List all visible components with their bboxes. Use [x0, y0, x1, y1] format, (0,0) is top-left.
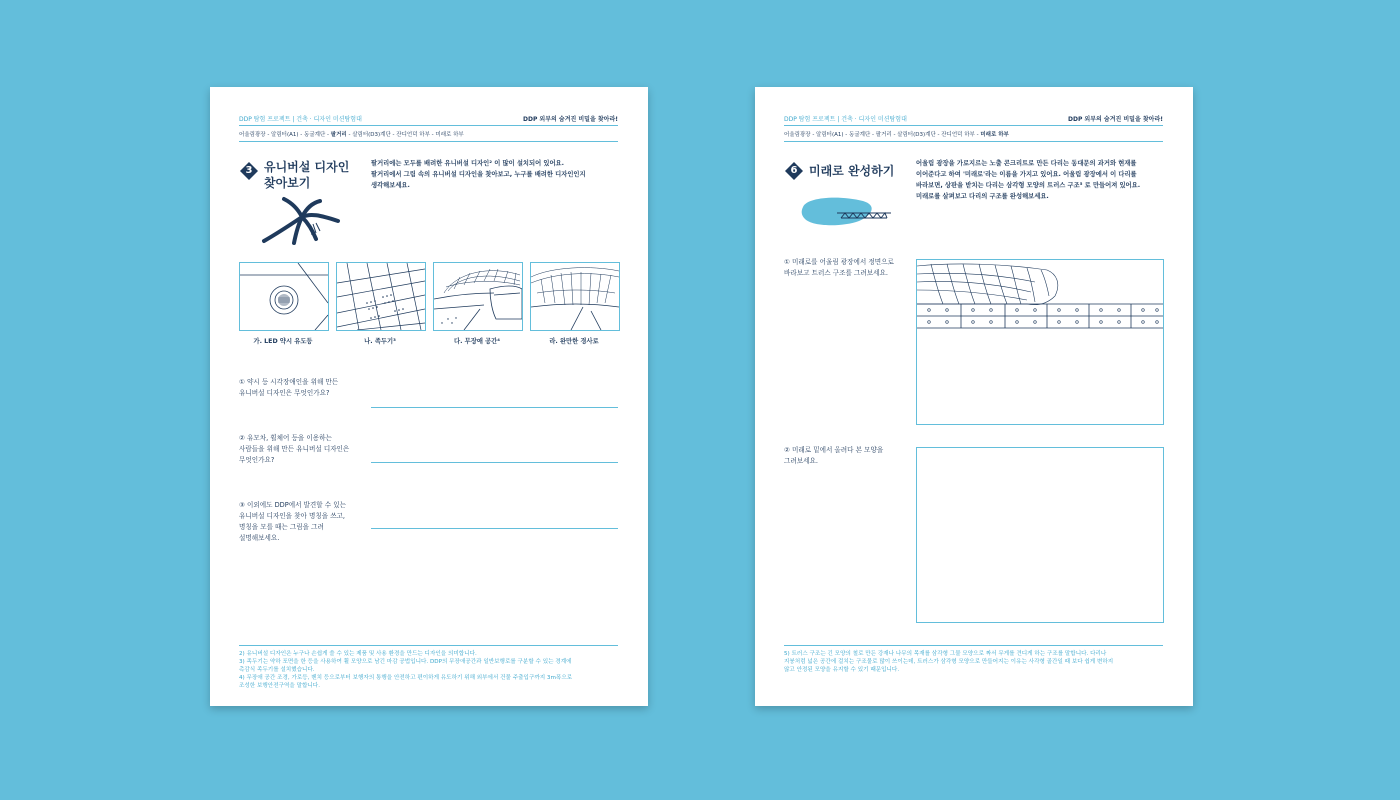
intro-text	[916, 158, 1140, 202]
breadcrumb-current: 미래로 하부	[980, 132, 1009, 138]
header-right: DDP 외부의 숨겨진 비밀을 찾아라!	[1067, 116, 1163, 123]
question-line: 그려보세요.	[784, 457, 818, 465]
header-divider	[239, 125, 618, 126]
intro-line: 어울림 광장을 가로지르는 노출 콘크리트로 만든 다리는 동대문의 과거와 현재를	[916, 160, 1137, 167]
header-left: DDP 탐험 프로젝트 | 건축 · 디자인 미션탐험대	[239, 116, 362, 123]
intro-line: 바라보면, 상판을 받치는 다리는 삼각형 모양의 트러스 구조⁵ 로 만들어져 있어요.	[916, 182, 1141, 189]
footnote-divider	[784, 645, 1163, 646]
question-line: ① 약시 등 시각장애인을 위해 만든	[239, 378, 339, 386]
question-2	[784, 445, 883, 467]
intro-line: 미래로를 살펴보고 다리의 구조를 완성해보세요.	[916, 193, 1049, 200]
footnote-line: 2) 유니버설 디자인은 누구나 손쉽게 쓸 수 있는 제품 및 사용 환경을 만드는 디자인을 의미합니다.	[239, 651, 477, 657]
header-divider	[784, 125, 1163, 126]
question-line: 사람들을 위해 만든 유니버설 디자인은	[239, 445, 350, 453]
answer-line-1[interactable]	[371, 407, 618, 408]
breadcrumb-suffix: - 살림터(D3)계단 - 잔디언덕 하부 - 미래로 하부	[346, 132, 464, 138]
question-line: ② 유모차, 휠체어 등을 이용하는	[239, 434, 332, 442]
breadcrumb	[784, 130, 1009, 138]
question-line: 설명해보세요.	[239, 534, 280, 542]
streetlight-pattern-icon	[258, 195, 344, 247]
footnotes	[784, 650, 1163, 674]
caption-led-guide-light: 가. LED 약시 유도등	[253, 338, 313, 345]
question-2	[239, 433, 349, 466]
intro-text	[371, 158, 586, 191]
breadcrumb	[239, 130, 464, 138]
footnote-line: 조성한 보행안전구역을 말합니다.	[239, 683, 320, 689]
footnote-line: 5) 트러스 구조는 긴 모양의 철로 만든 강재나 나무의 목재를 삼각형 그물 모양으로 짜서 무게를 견디게 하는 구조를 말합니다. 다리나	[784, 651, 1107, 657]
worksheet-page-universal-design	[210, 87, 648, 706]
breadcrumb-divider	[784, 141, 1163, 142]
section-title: 미래로 완성하기	[809, 164, 895, 178]
footnote-line: 3) 족두기는 약하 포면을 한 등을 사용하여 휠 모양으로 남긴 마감 공법입니다. DDP의 무장애공간과 일반보행로를 구분할 수 있는 경계에	[239, 659, 572, 665]
bridge-truss-illustration	[917, 260, 1163, 424]
caption-tactile-paving: 나. 족두기³	[364, 338, 396, 345]
tactile-paving-illustration	[336, 262, 426, 331]
footnote-line: 지붕처럼 넓은 공간에 걸치는 구조물로 많이 쓰이는데, 트러스가 삼각형 모양으로 만들어지는 이유는 사각형 골간일 때 보다 쉽게 변하지	[784, 659, 1114, 665]
footnote-divider	[239, 645, 618, 646]
header-left: DDP 탐험 프로젝트 | 건축 · 디자인 미션탐험대	[784, 116, 907, 123]
led-guide-light-illustration	[239, 262, 329, 331]
title-line-2: 찾아보기	[264, 176, 311, 190]
bridge-icon	[799, 193, 895, 231]
answer-line-2[interactable]	[371, 462, 618, 463]
bridge-underside-drawing-area[interactable]	[916, 447, 1164, 623]
barrier-free-space-illustration	[433, 262, 523, 331]
section-title	[264, 159, 349, 191]
question-line: 무엇인가요?	[239, 456, 275, 464]
section-number-badge	[785, 162, 803, 180]
answer-line-3[interactable]	[371, 528, 618, 529]
question-line: ③ 이외에도 DDP에서 발견할 수 있는	[239, 501, 346, 509]
worksheet-page-mirae-bridge	[755, 87, 1193, 706]
section-number: 3	[245, 165, 253, 176]
question-line: 유니버설 디자인은 무엇인가요?	[239, 389, 330, 397]
question-line: ① 미래로를 어울림 광장에서 정면으로	[784, 258, 894, 266]
section-number-badge	[240, 162, 258, 180]
breadcrumb-prefix: 어울림광장 - 알림터(A1) - 동굴계단 - 팔거리 - 살림터(D3)계단 - 잔디언덕 하부 -	[784, 132, 981, 138]
footnote-line: 촉감식 족두기를 설치했습니다.	[239, 667, 315, 673]
intro-line: 생각해보세요.	[371, 182, 410, 189]
question-1	[784, 257, 894, 279]
intro-line: 팔거리에서 그림 속의 유니버설 디자인을 찾아보고, 누구를 배려한 디자인인지	[371, 171, 586, 178]
breadcrumb-divider	[239, 141, 618, 142]
question-line: 바라보고 트러스 구조를 그려보세요.	[784, 269, 888, 277]
title-line-1: 유니버설 디자인	[264, 160, 350, 174]
question-line: 명칭을 모를 때는 그림을 그려	[239, 523, 324, 531]
footnote-line: 않고 안정된 모양을 유지할 수 있기 때문입니다.	[784, 667, 900, 673]
header-right: DDP 외부의 숨겨진 비밀을 찾아라!	[522, 116, 618, 123]
question-line: 유니버설 디자인을 찾아 명칭을 쓰고,	[239, 512, 346, 520]
intro-line: 팔거리에는 모두를 배려한 유니버설 디자인² 이 많이 설치되어 있어요.	[371, 160, 565, 167]
caption-gentle-ramp: 라. 완만한 경사로	[549, 338, 599, 345]
breadcrumb-prefix: 어울림광장 - 알림터(A1) - 동굴계단 -	[239, 132, 331, 138]
breadcrumb-current: 팔거리	[330, 132, 347, 138]
section-number: 6	[790, 165, 798, 176]
question-line: ② 미래로 밑에서 올려다 본 모양을	[784, 446, 884, 454]
question-1	[239, 377, 338, 399]
truss-front-drawing-area[interactable]	[916, 259, 1164, 425]
gentle-ramp-illustration	[530, 262, 620, 331]
footnotes	[239, 650, 618, 690]
footnote-line: 4) 무장애 공간 조경, 가로등, 벤치 등으로부터 보행자의 통행을 안전하고 편이하게 유도하기 위해 외부에서 건물 주출입구까지 3m폭으로	[239, 675, 573, 681]
intro-line: 이어준다고 하여 '미래로'라는 이름을 가지고 있어요. 어울림 광장에서 이 다리를	[916, 171, 1137, 178]
question-3	[239, 500, 346, 544]
caption-barrier-free-space: 다. 무장애 공간⁴	[453, 338, 501, 345]
